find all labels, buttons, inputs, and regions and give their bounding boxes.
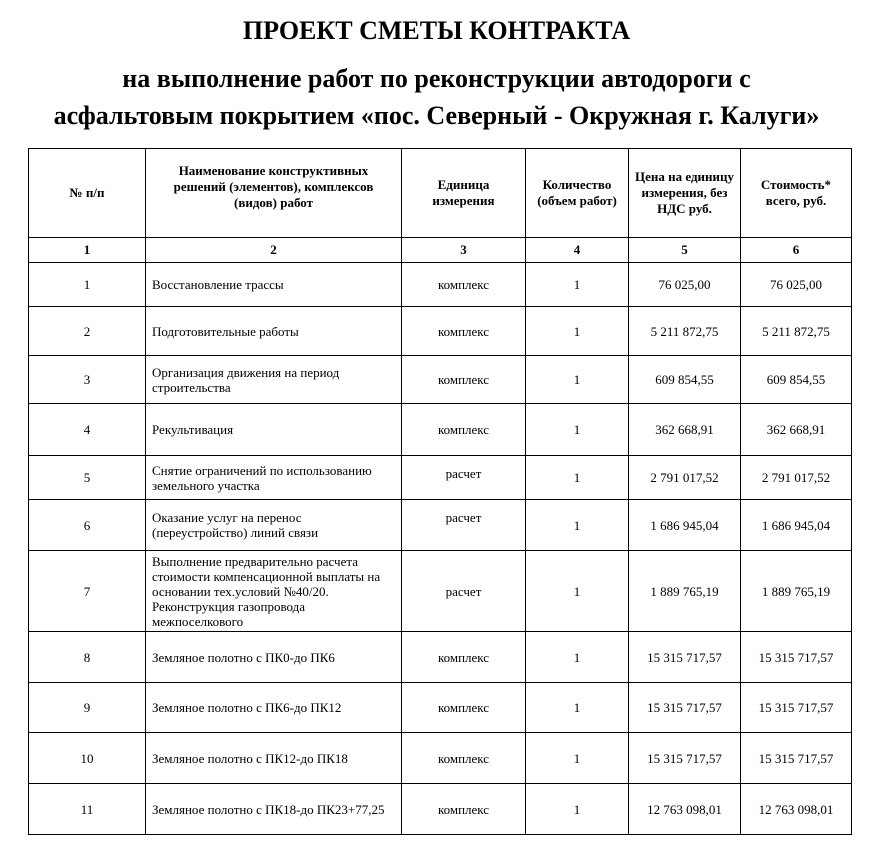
row-name: Выполнение предварительно расчета стоимости компенсационной выплаты на основании тех.условий №40/20. Реконструкция газопровода межпоселкового [146,551,402,632]
header-cell-price: Цена на единицу измерения, без НДС руб. [629,149,741,238]
row-quantity: 1 [526,551,629,632]
document-subtitle-line1: на выполнение работ по реконструкции автодороги с [122,64,751,93]
row-price: 609 854,55 [629,356,741,404]
table-row [29,307,852,356]
table-row [29,632,852,683]
row-cost: 15 315 717,57 [741,733,852,784]
row-quantity: 1 [526,683,629,733]
row-name: Земляное полотно с ПК12-до ПК18 [146,733,402,784]
row-name: Снятие ограничений по использованию земельного участка [146,456,402,500]
row-unit: комплекс [402,784,526,835]
row-cost: 1 889 765,19 [741,551,852,632]
row-price: 15 315 717,57 [629,683,741,733]
column-number-cell: 6 [741,238,852,263]
row-price: 362 668,91 [629,404,741,456]
row-price: 2 791 017,52 [629,456,741,500]
header-cell-number: № п/п [29,149,146,238]
table-row [29,456,852,500]
row-quantity: 1 [526,307,629,356]
row-quantity: 1 [526,404,629,456]
column-number-cell: 5 [629,238,741,263]
row-cost: 1 686 945,04 [741,500,852,551]
header-row [29,149,852,238]
table-row [29,500,852,551]
row-unit: расчет [402,551,526,632]
row-number: 1 [29,263,146,307]
table-row [29,551,852,632]
column-number-cell: 2 [146,238,402,263]
row-quantity: 1 [526,784,629,835]
row-quantity: 1 [526,456,629,500]
row-price: 1 686 945,04 [629,500,741,551]
row-name: Оказание услуг на перенос (переустройство) линий связи [146,500,402,551]
header-cell-quantity: Количество (объем работ) [526,149,629,238]
row-number: 9 [29,683,146,733]
row-number: 6 [29,500,146,551]
table-row [29,263,852,307]
row-quantity: 1 [526,356,629,404]
row-price: 1 889 765,19 [629,551,741,632]
document-subtitle-line2: асфальтовым покрытием «пос. Северный - Окружная г. Калуги» [53,101,820,130]
table-row [29,683,852,733]
row-unit: расчет [402,456,526,500]
row-unit: комплекс [402,733,526,784]
row-price: 5 211 872,75 [629,307,741,356]
row-name: Земляное полотно с ПК6-до ПК12 [146,683,402,733]
row-name: Восстановление трассы [146,263,402,307]
estimate-table [28,148,852,835]
row-unit: расчет [402,500,526,551]
row-cost: 76 025,00 [741,263,852,307]
row-price: 76 025,00 [629,263,741,307]
row-number: 5 [29,456,146,500]
row-cost: 15 315 717,57 [741,683,852,733]
row-quantity: 1 [526,263,629,307]
table-row [29,784,852,835]
row-number: 7 [29,551,146,632]
row-unit: комплекс [402,263,526,307]
row-number: 3 [29,356,146,404]
table-row [29,733,852,784]
row-cost: 2 791 017,52 [741,456,852,500]
row-unit: комплекс [402,683,526,733]
row-number: 8 [29,632,146,683]
row-cost: 15 315 717,57 [741,632,852,683]
row-price: 15 315 717,57 [629,632,741,683]
row-price: 12 763 098,01 [629,784,741,835]
row-number: 2 [29,307,146,356]
row-quantity: 1 [526,632,629,683]
row-cost: 609 854,55 [741,356,852,404]
column-number-cell: 3 [402,238,526,263]
document-title: ПРОЕКТ СМЕТЫ КОНТРАКТА [242,16,631,45]
row-name: Рекультивация [146,404,402,456]
row-number: 10 [29,733,146,784]
row-price: 15 315 717,57 [629,733,741,784]
row-name: Земляное полотно с ПК0-до ПК6 [146,632,402,683]
row-unit: комплекс [402,404,526,456]
row-number: 4 [29,404,146,456]
row-unit: комплекс [402,307,526,356]
column-number-cell: 1 [29,238,146,263]
row-name: Организация движения на период строительства [146,356,402,404]
row-name: Подготовительные работы [146,307,402,356]
table-row [29,404,852,456]
header-cell-unit: Единица измерения [402,149,526,238]
row-quantity: 1 [526,500,629,551]
column-number-cell: 4 [526,238,629,263]
table-row [29,356,852,404]
row-unit: комплекс [402,632,526,683]
row-quantity: 1 [526,733,629,784]
row-cost: 12 763 098,01 [741,784,852,835]
row-number: 11 [29,784,146,835]
row-cost: 5 211 872,75 [741,307,852,356]
row-cost: 362 668,91 [741,404,852,456]
header-cell-name: Наименование конструктивных решений (элементов), комплексов (видов) работ [146,149,402,238]
row-name: Земляное полотно с ПК18-до ПК23+77,25 [146,784,402,835]
column-number-row [29,238,852,263]
header-cell-cost: Стоимость* всего, руб. [741,149,852,238]
row-unit: комплекс [402,356,526,404]
